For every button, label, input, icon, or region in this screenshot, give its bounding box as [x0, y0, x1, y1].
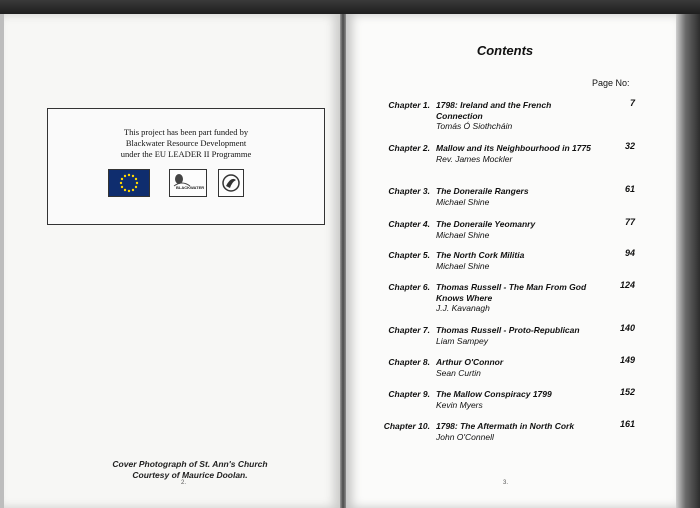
cover-photo-caption: [90, 459, 290, 481]
chapter-page-number: 152: [619, 387, 635, 397]
chapter-title: Thomas Russell - The Man From God Knows Where: [436, 282, 587, 303]
caption-line-2: Courtesy of Maurice Doolan.: [132, 470, 248, 480]
chapter-title-block: [436, 100, 596, 132]
chapter-page-number: 77: [624, 217, 635, 227]
chapter-author: Michael Shine: [436, 196, 490, 207]
chapter-page-number: 94: [624, 248, 635, 258]
chapter-title: The Mallow Conspiracy 1799: [436, 389, 552, 399]
caption-line-1: Cover Photograph of St. Ann's Church: [112, 459, 268, 469]
chapter-label: Chapter 10.: [383, 421, 430, 431]
blackwater-logo-text: BLACKWATER: [176, 185, 205, 190]
chapter-page-number: 124: [619, 280, 635, 290]
chapter-label: Chapter 7.: [388, 325, 430, 335]
chapter-title-block: [436, 357, 596, 378]
chapter-page-number: 32: [624, 141, 635, 151]
chapter-title-block: [436, 325, 596, 346]
chapter-author: John O'Connell: [436, 431, 494, 442]
funding-line-1: This project has been part funded by: [123, 127, 249, 137]
chapter-title: Thomas Russell - Proto-Republican: [436, 325, 580, 335]
chapter-label: Chapter 8.: [388, 357, 430, 367]
left-page: [4, 14, 340, 508]
left-page-number: 2.: [181, 480, 187, 486]
page-no-header: Page No:: [592, 78, 630, 88]
chapter-title-block: [436, 186, 596, 207]
chapter-title: The Doneraile Yeomanry: [436, 219, 536, 229]
right-page-number: 3.: [503, 480, 509, 486]
funding-text: [48, 127, 324, 160]
chapter-title-block: [436, 421, 596, 442]
chapter-title: 1798: Ireland and the French Connection: [436, 100, 552, 121]
blackwater-logo-icon: [169, 169, 207, 197]
chapter-author: Michael Shine: [436, 260, 490, 271]
chapter-label: Chapter 9.: [388, 389, 430, 399]
chapter-author: Tomás Ó Siothcháin: [436, 121, 513, 131]
contents-title: Contents: [476, 43, 534, 58]
chapter-author: Michael Shine: [436, 229, 490, 240]
leader-logo-icon: [218, 169, 244, 197]
chapter-title-block: [436, 389, 596, 410]
chapter-author: Liam Sampey: [436, 335, 488, 346]
chapter-label: Chapter 6.: [388, 282, 430, 292]
chapter-title: The North Cork Militia: [436, 250, 525, 260]
chapter-title: The Doneraile Rangers: [436, 186, 529, 196]
chapter-page-number: 61: [624, 184, 635, 194]
chapter-title-block: [436, 143, 596, 164]
chapter-label: Chapter 4.: [388, 219, 430, 229]
chapter-title: Mallow and its Neighbourhood in 1775: [436, 143, 591, 153]
chapter-title-block: [436, 250, 596, 271]
chapter-page-number: 140: [619, 323, 635, 333]
chapter-title: Arthur O'Connor: [436, 357, 504, 367]
chapter-label: Chapter 3.: [388, 186, 430, 196]
chapter-page-number: 149: [619, 355, 635, 365]
funding-line-2: Blackwater Resource Development: [125, 138, 247, 148]
chapter-author: J.J. Kavanagh: [436, 303, 490, 313]
right-page-edge: [676, 14, 700, 508]
chapter-title-block: [436, 282, 596, 314]
chapter-label: Chapter 1.: [388, 100, 430, 110]
chapter-label: Chapter 2.: [388, 143, 430, 153]
eu-flag-icon: [108, 169, 150, 197]
chapter-label: Chapter 5.: [388, 250, 430, 260]
funding-line-3: under the EU LEADER II Programme: [120, 149, 252, 159]
chapter-author: Sean Curtin: [436, 367, 481, 378]
funding-notice-box: [47, 108, 325, 225]
chapter-author: Kevin Myers: [436, 399, 483, 410]
chapter-page-number: 161: [619, 419, 635, 429]
chapter-author: Rev. James Mockler: [436, 153, 513, 164]
chapter-title-block: [436, 219, 596, 240]
chapter-page-number: 7: [629, 98, 635, 108]
chapter-title: 1798: The Aftermath in North Cork: [436, 421, 575, 431]
